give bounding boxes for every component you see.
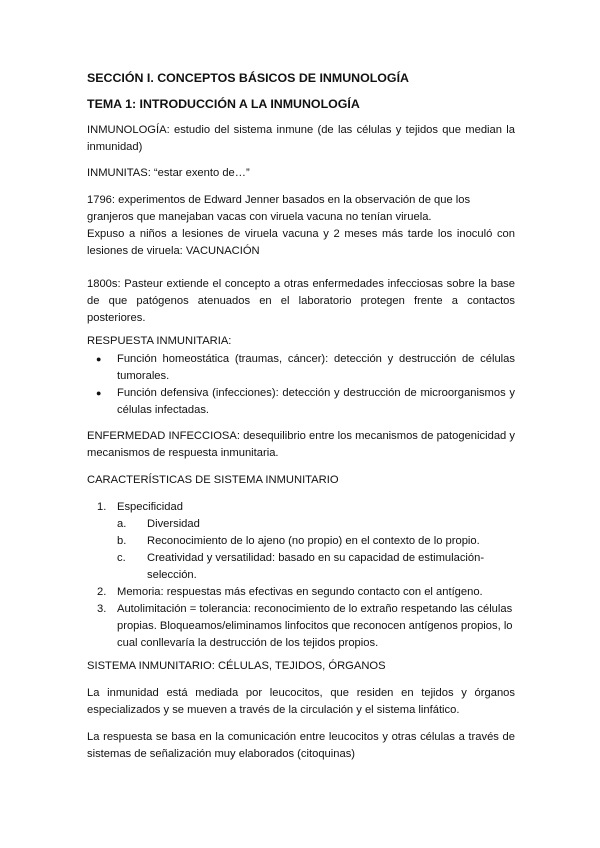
subitem	[117, 533, 515, 550]
list-letter: a.	[117, 518, 127, 530]
list-letter: b.	[117, 535, 127, 547]
especificidad-sublist	[117, 516, 515, 584]
history-1796-vaccination: Expuso a niños a lesiones de viruela vacuna y 2 meses más tarde los inoculó con lesiones de viruela: VACUNACIÓN	[87, 228, 515, 257]
topic-title: TEMA 1: INTRODUCCIÓN A LA INMUNOLOGÍA	[87, 97, 360, 111]
list-letter: c.	[117, 552, 126, 564]
enfermedad-definition: ENFERMEDAD INFECCIOSA: desequilibrio entre los mecanismos de patogenicidad y mecanismos de respuesta inmunitaria.	[87, 430, 515, 459]
document-content	[87, 66, 515, 763]
list-number: 2.	[97, 586, 107, 598]
list-number: 3.	[97, 603, 107, 615]
history-1796-paragraph: 1796: experimentos de Edward Jenner basados en la observación de que los granjeros que manejaban vacas con viruela vacuna no tenían viruela.	[87, 194, 471, 223]
sistema-heading: SISTEMA INMUNITARIO: CÉLULAS, TEJIDOS, ÓRGANOS	[87, 660, 386, 672]
subitem	[117, 550, 515, 584]
inmunitas-definition: INMUNITAS: “estar exento de…”	[87, 167, 250, 179]
caracteristica-item	[87, 584, 515, 601]
respuesta-list	[87, 351, 515, 419]
caracteristica-item	[87, 601, 515, 652]
section-title: SECCIÓN I. CONCEPTOS BÁSICOS DE INMUNOLOGÍA	[87, 71, 409, 85]
subitem	[117, 516, 515, 533]
inmunologia-definition: INMUNOLOGÍA: estudio del sistema inmune (de las células y tejidos que median la inmunidad)	[87, 124, 515, 153]
respuesta-item-homeostatica: ● Función homeostática (traumas, cáncer): detección y destrucción de células tumorales.	[87, 351, 515, 385]
list-number: 1.	[97, 501, 107, 513]
caracteristica-text: Autolimitación = tolerancia: reconocimiento de lo extraño respetando las células propias. Bloqueamos/eliminamos linfocitos que reconocen antígenos propios, lo cual conllevaría la destrucción de los tejidos propios.	[117, 603, 513, 649]
sistema-paragraph-2: La respuesta se basa en la comunicación entre leucocitos y otras células a través de sistemas de señalización muy elaborados (citoquinas)	[87, 731, 515, 760]
subitem-text: Reconocimiento de lo ajeno (no propio) en el contexto de lo propio.	[147, 535, 480, 547]
sistema-paragraph-1: La inmunidad está mediada por leucocitos, que residen en tejidos y órganos especializados y se mueven a través de la circulación y el sistema linfático.	[87, 687, 515, 716]
respuesta-item-defensiva: ● Función defensiva (infecciones): detección y destrucción de microorganismos y células infectadas.	[87, 385, 515, 419]
caracteristicas-heading: CARACTERÍSTICAS DE SISTEMA INMUNITARIO	[87, 474, 339, 486]
caracteristicas-list	[87, 499, 515, 652]
history-1800s-paragraph: 1800s: Pasteur extiende el concepto a otras enfermedades infecciosas sobre la base de que patógenos atenuados en el laboratorio protegen frente a contactos posteriores.	[87, 278, 515, 324]
caracteristica-text: Memoria: respuestas más efectivas en segundo contacto con el antígeno.	[117, 586, 483, 598]
caracteristica-item	[87, 499, 515, 584]
caracteristica-text: Especificidad	[117, 501, 183, 513]
subitem-text: Diversidad	[147, 518, 200, 530]
respuesta-heading: RESPUESTA INMUNITARIA:	[87, 335, 232, 347]
subitem-text: Creatividad y versatilidad: basado en su capacidad de estimulación-selección.	[147, 552, 485, 581]
